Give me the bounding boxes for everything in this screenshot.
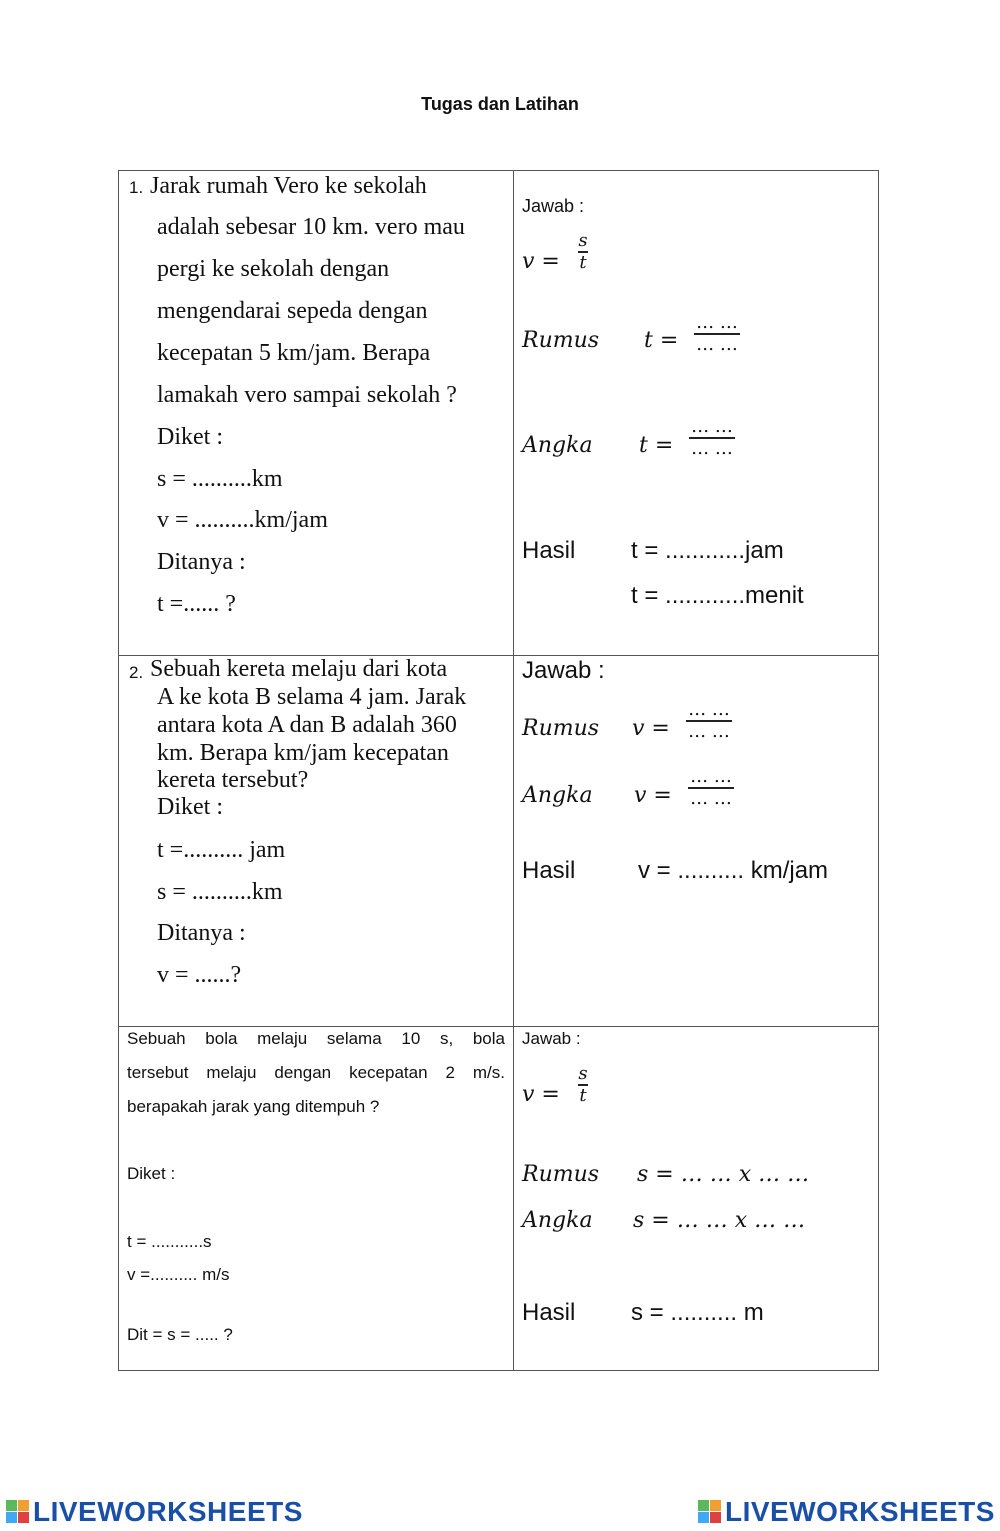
liveworksheets-logo-right[interactable] <box>698 1496 995 1528</box>
result-hours[interactable]: t = ............jam <box>631 537 784 564</box>
question-line: Sebuah kereta melaju dari kota <box>150 656 448 682</box>
jawab-label: Jawab : <box>522 657 605 684</box>
ditanya-label: Ditanya : <box>157 549 246 575</box>
page-title: Tugas dan Latihan <box>421 94 579 114</box>
numerator: s <box>578 230 588 251</box>
asked-distance[interactable]: Dit = s = ..... ? <box>127 1325 233 1344</box>
denominator-blank[interactable]: … … <box>690 788 732 809</box>
denominator-blank[interactable]: … … <box>688 721 730 742</box>
rumus-t-eq: t = <box>644 328 679 353</box>
rumus-label: Rumus <box>522 328 600 353</box>
question-line: tersebut melaju dengan kecepatan 2 m/s. <box>127 1063 505 1082</box>
question-line: Sebuah bola melaju selama 10 s, bola <box>127 1029 505 1048</box>
angka-v-eq: v = <box>634 783 672 808</box>
question-line: antara kota A dan B adalah 360 <box>157 712 457 738</box>
question-line: adalah sebesar 10 km. vero mau <box>157 214 465 240</box>
denominator: t <box>579 1085 587 1106</box>
given-time[interactable]: t =.......... jam <box>157 837 286 863</box>
hasil-label: Hasil <box>522 537 576 564</box>
diket-label: Diket : <box>157 424 223 450</box>
given-time[interactable]: t = ...........s <box>127 1232 212 1251</box>
rumus-label: Rumus <box>522 716 600 741</box>
numerator-blank[interactable]: … … <box>691 416 733 437</box>
denominator-blank[interactable]: … … <box>696 334 738 355</box>
velocity-formula-label: v = <box>522 249 560 274</box>
question-row-3 <box>119 1027 878 1371</box>
velocity-fraction <box>575 1064 591 1106</box>
rumus-label: Rumus <box>522 1162 600 1187</box>
question-line: kecepatan 5 km/jam. Berapa <box>157 340 431 366</box>
given-speed[interactable]: v =.......... m/s <box>127 1265 230 1284</box>
liveworksheets-mark-icon <box>698 1500 722 1524</box>
column-divider <box>513 1027 514 1371</box>
rumus-expression[interactable]: s = … … x … … <box>637 1162 810 1187</box>
velocity-formula-label: v = <box>522 1082 560 1107</box>
angka-label: Angka <box>522 433 593 458</box>
result-minutes[interactable]: t = ............menit <box>631 582 804 609</box>
angka-expression[interactable]: s = … … x … … <box>633 1208 806 1233</box>
jawab-label: Jawab : <box>522 1029 581 1048</box>
denominator: t <box>579 252 587 273</box>
diket-label: Diket : <box>157 794 223 820</box>
hasil-label: Hasil <box>522 1299 576 1326</box>
question-number: 1. <box>129 178 144 197</box>
question-line: km. Berapa km/jam kecepatan <box>157 740 449 766</box>
liveworksheets-mark-icon <box>6 1500 30 1524</box>
angka-label: Angka <box>522 783 593 808</box>
ditanya-label: Ditanya : <box>157 920 246 946</box>
diket-label: Diket : <box>127 1164 176 1183</box>
rumus-v-eq: v = <box>632 716 670 741</box>
given-distance[interactable]: s = ..........km <box>157 879 283 905</box>
result-distance[interactable]: s = .......... m <box>631 1299 764 1326</box>
liveworksheets-logo-left[interactable] <box>6 1496 303 1528</box>
jawab-label: Jawab : <box>522 196 585 216</box>
rumus-fraction[interactable] <box>694 313 740 355</box>
logo-text: LIVEWORKSHEETS <box>725 1496 995 1527</box>
question-line: Jarak rumah Vero ke sekolah <box>150 173 427 199</box>
logo-text: LIVEWORKSHEETS <box>33 1496 303 1527</box>
angka-fraction[interactable] <box>688 767 734 809</box>
given-speed[interactable]: v = ..........km/jam <box>157 507 328 533</box>
angka-t-eq: t = <box>639 433 674 458</box>
question-row-2 <box>119 656 878 1027</box>
asked-time[interactable]: t =...... ? <box>157 591 236 617</box>
question-row-1 <box>119 171 878 656</box>
question-line: kereta tersebut? <box>157 767 309 793</box>
asked-speed[interactable]: v = ......? <box>157 962 242 988</box>
hasil-label: Hasil <box>522 857 576 884</box>
numerator-blank[interactable]: … … <box>696 312 738 333</box>
question-line: berapakah jarak yang ditempuh ? <box>127 1097 380 1116</box>
angka-label: Angka <box>522 1208 593 1233</box>
numerator-blank[interactable]: … … <box>690 766 732 787</box>
question-number: 2. <box>129 663 144 682</box>
numerator: s <box>578 1063 588 1084</box>
rumus-fraction[interactable] <box>686 700 732 742</box>
worksheet-table <box>118 170 879 1371</box>
question-line: A ke kota B selama 4 jam. Jarak <box>157 684 467 710</box>
column-divider <box>513 656 514 1026</box>
question-line: lamakah vero sampai sekolah ? <box>157 382 457 408</box>
denominator-blank[interactable]: … … <box>691 438 733 459</box>
velocity-fraction <box>575 231 591 273</box>
given-distance[interactable]: s = ..........km <box>157 466 283 492</box>
angka-fraction[interactable] <box>689 417 735 459</box>
question-line: pergi ke sekolah dengan <box>157 256 390 282</box>
column-divider <box>513 171 514 655</box>
numerator-blank[interactable]: … … <box>688 699 730 720</box>
question-line: mengendarai sepeda dengan <box>157 298 428 324</box>
result-speed[interactable]: v = .......... km/jam <box>638 857 829 884</box>
